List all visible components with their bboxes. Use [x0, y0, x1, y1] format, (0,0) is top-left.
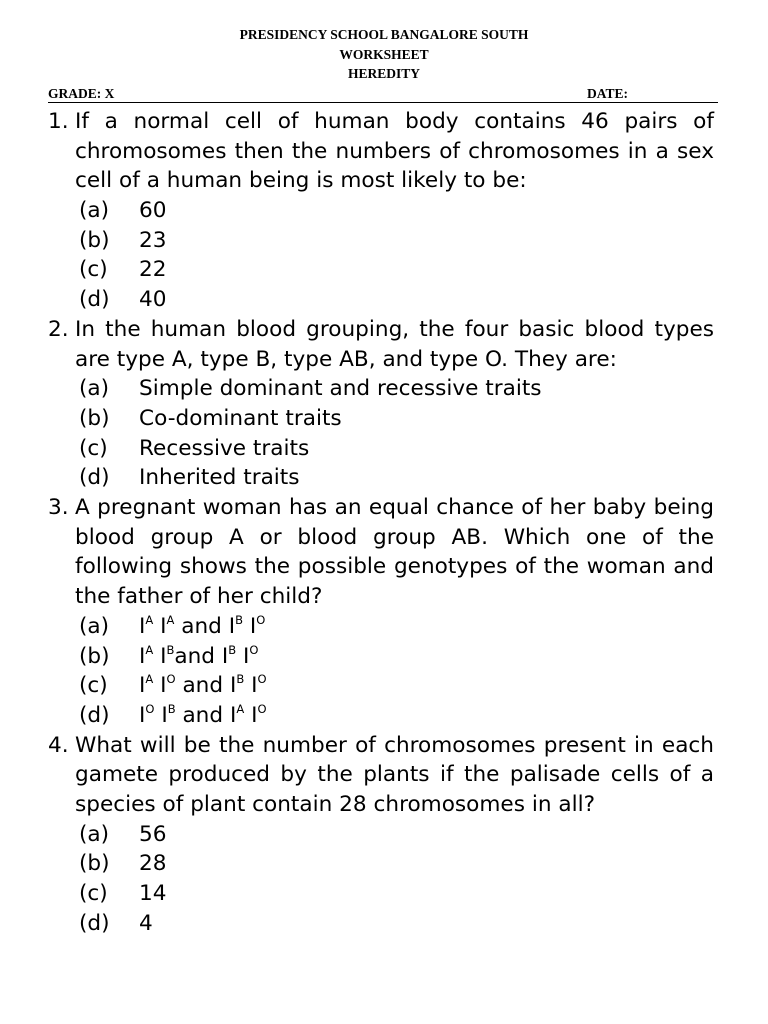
- option-label: (a): [79, 198, 110, 224]
- option-3d: [48, 701, 714, 731]
- question-text: In the human blood grouping, the four basic blood types are type A, type B, type AB, and type O. They are:: [75, 316, 714, 372]
- allele-superscript: O: [166, 672, 176, 687]
- date-label: DATE:: [587, 86, 629, 101]
- allele: I: [251, 673, 258, 699]
- option-label: (a): [79, 613, 110, 639]
- allele: I: [160, 643, 167, 669]
- genotype-option: [139, 614, 265, 639]
- allele: I: [221, 643, 229, 669]
- question-number: 3.: [48, 495, 69, 521]
- allele: I: [160, 613, 167, 639]
- option-2b: [48, 404, 714, 434]
- option-label: (b): [79, 851, 110, 877]
- option-3b: [48, 642, 714, 672]
- option-label: (c): [79, 881, 108, 907]
- option-text: 60: [139, 198, 167, 224]
- allele: I: [161, 702, 168, 728]
- question-3: [48, 493, 714, 612]
- option-text: 40: [139, 287, 167, 313]
- allele: I: [160, 673, 167, 699]
- option-label: (a): [79, 376, 110, 402]
- allele: I: [229, 702, 237, 728]
- allele-superscript: A: [145, 672, 154, 687]
- option-label: (b): [79, 227, 110, 253]
- allele-superscript: A: [145, 612, 154, 627]
- allele-superscript: B: [166, 642, 175, 657]
- allele-superscript: O: [249, 642, 259, 657]
- genotype-option: [139, 703, 267, 728]
- allele-superscript: O: [145, 701, 155, 716]
- option-text: Co-dominant traits: [139, 405, 342, 431]
- allele: I: [229, 673, 237, 699]
- allele: I: [139, 613, 146, 639]
- allele: I: [251, 702, 258, 728]
- option-4a: [48, 820, 714, 850]
- conjunction: and: [181, 613, 222, 639]
- worksheet-topic: HEREDITY: [347, 66, 420, 81]
- allele-superscript: A: [166, 612, 175, 627]
- header-divider: [48, 102, 718, 103]
- question-text: If a normal cell of human body contains 46 pairs of chromosomes then the numbers of chromosomes in a sex cell of a human being is most likely to be:: [75, 109, 714, 194]
- grade-label: GRADE: X: [48, 86, 115, 101]
- question-4: [48, 731, 714, 820]
- question-number: 4.: [48, 732, 69, 758]
- option-2d: [48, 463, 714, 493]
- option-label: (d): [79, 465, 110, 491]
- option-1c: [48, 255, 714, 285]
- genotype-option: [139, 673, 267, 698]
- allele: I: [139, 702, 146, 728]
- allele-superscript: O: [257, 672, 267, 687]
- option-text: 56: [139, 821, 167, 847]
- allele-superscript: O: [256, 612, 266, 627]
- option-text: 28: [139, 851, 167, 877]
- genotype-option: [139, 644, 258, 669]
- allele: I: [243, 643, 250, 669]
- option-label: (c): [79, 673, 108, 699]
- grade-date-row: [48, 84, 718, 103]
- option-2a: [48, 374, 714, 404]
- option-text: Inherited traits: [139, 465, 300, 491]
- option-text: 23: [139, 227, 167, 253]
- option-label: (c): [79, 257, 108, 283]
- question-text: A pregnant woman has an equal chance of her baby being blood group A or blood group AB. Which one of the following shows the possible genotypes of the woman and the father of her child?: [75, 495, 714, 610]
- option-text: Simple dominant and recessive traits: [139, 376, 542, 402]
- option-text: 14: [139, 881, 167, 907]
- question-1: [48, 107, 714, 196]
- allele: I: [249, 613, 257, 639]
- option-label: (d): [79, 702, 110, 728]
- option-4b: [48, 849, 714, 879]
- option-text: 4: [139, 910, 153, 936]
- question-text: What will be the number of chromosomes present in each gamete produced by the plants if the palisade cells of a species of plant contain 28 chromosomes in all?: [75, 732, 714, 817]
- option-3a: [48, 612, 714, 642]
- option-1d: [48, 285, 714, 315]
- option-4d: [48, 909, 714, 939]
- question-2: [48, 315, 714, 374]
- option-text: Recessive traits: [139, 435, 310, 461]
- option-label: (b): [79, 643, 110, 669]
- option-label: (d): [79, 287, 110, 313]
- conjunction: and: [182, 673, 224, 699]
- question-number: 2.: [48, 316, 69, 342]
- document-type: WORKSHEET: [339, 47, 429, 62]
- question-list: [48, 107, 714, 938]
- option-3c: [48, 671, 714, 701]
- option-label: (d): [79, 910, 110, 936]
- allele-superscript: O: [257, 701, 267, 716]
- option-label: (c): [79, 435, 108, 461]
- allele-superscript: B: [228, 642, 237, 657]
- allele: I: [139, 643, 146, 669]
- conjunction: and: [174, 643, 216, 669]
- conjunction: and: [182, 702, 224, 728]
- option-text: 22: [139, 257, 167, 283]
- option-1a: [48, 196, 714, 226]
- question-number: 1.: [48, 109, 69, 134]
- allele-superscript: B: [236, 672, 245, 687]
- allele-superscript: A: [236, 701, 245, 716]
- allele-superscript: B: [167, 701, 176, 716]
- allele: I: [228, 613, 236, 639]
- option-4c: [48, 879, 714, 909]
- allele: I: [139, 673, 146, 699]
- allele-superscript: A: [145, 642, 154, 657]
- allele-superscript: B: [235, 612, 244, 627]
- option-label: (a): [79, 821, 110, 847]
- option-1b: [48, 226, 714, 256]
- school-name: PRESIDENCY SCHOOL BANGALORE SOUTH: [239, 27, 529, 42]
- option-label: (b): [79, 405, 110, 431]
- option-2c: [48, 434, 714, 464]
